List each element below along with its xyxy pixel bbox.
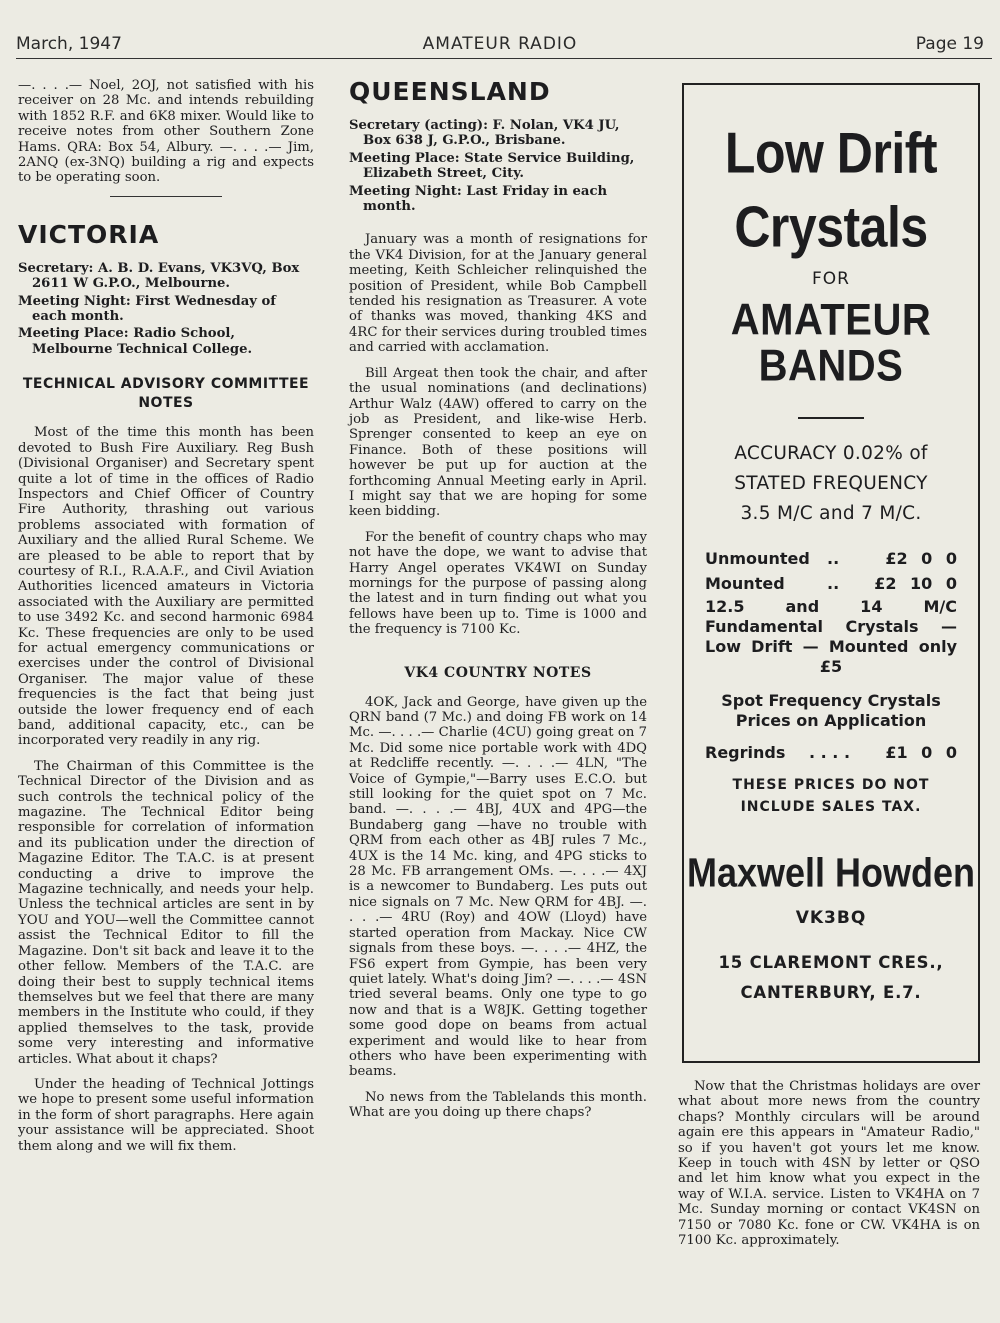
column-left — [18, 78, 314, 1164]
issue-date: March, 1947 — [16, 34, 122, 54]
section-divider — [110, 196, 222, 197]
christmas-holidays-paragraph: Now that the Christmas holidays are over what about more news from the country chaps? Monthly circulars will be around again ere this appears in "Amateur Radio," so if you haven't got yours let me know. Keep in touch with 4SN by letter or QSO and let him know what you expect in the way of W.I.A. service. Listen to VK4HA on 7 Mc. Sunday morning or contact VK4SN on 7150 or 7080 Kc. fone or CW. VK4HA is on 7100 Kc. approximately. — [678, 1079, 980, 1249]
southern-zone-notes: —. . . .— Noel, 2OJ, not satisfied with his receiver on 28 Mc. and intends rebuilding with 1852 R.F. and 6K8 mixer. Would like to receive notes from other Southern Zone Hams. QRA: Box 54, Albury. —. . . .— Jim, 2ANQ (ex-3NQ) building a rig and expects to be operating soon. — [18, 78, 314, 186]
tac-heading: TECHNICAL ADVISORY COMMITTEE NOTES — [22, 376, 310, 412]
ad-headline-crystals: Crystals — [734, 194, 928, 260]
magazine-title: AMATEUR RADIO — [422, 34, 578, 54]
queensland-meeting-place: Meeting Place: State Service Building, Elizabeth Street, City. — [349, 150, 635, 182]
column-middle — [349, 78, 647, 1131]
ad-headline-low-drift: Low Drift — [724, 120, 938, 186]
queensland-info — [349, 118, 647, 214]
ad-fundamental-crystals: 12.5 and 14 M/C Fundamental Crystals — Low Drift — Mounted only £5 — [705, 597, 957, 676]
tac-paragraph-3: Under the heading of Technical Jottings we hope to present some useful information in the form of short paragraphs. Here again your assistance will be appreciated. Shoot them along and we will fix them. — [18, 1076, 314, 1154]
ad-spot-frequency: Spot Frequency Crystals — [721, 691, 941, 710]
ad-prices-on-application: Prices on Application — [735, 711, 927, 730]
price-row-regrinds: Regrinds . . . . £1 0 0 — [705, 743, 957, 762]
queensland-paragraph-3: For the benefit of country chaps who may not have the dope, we want to advise that Harry Angel operates VK4WI on Sunday mornings for the purpose of passing along the latest and in turn finding out what you fellows have been up to. Time is 1000 and the frequency is 7100 Kc. — [349, 529, 647, 638]
tac-paragraph-1: Most of the time this month has been devoted to Bush Fire Auxiliary. Reg Bush (Divisional Organiser) and Secretary spent quite a lot of time in the offices of Radio Inspectors and Chief Officer of Country Fire Authority, thrashing out various problems associated with formation of Auxiliary and the allied Rural Scheme. We are pleased to be able to report that by courtesy of R.I., R.A.A.F., and Civil Aviation Authorities licenced amateurs in Victoria associated with the Auxiliary are permitted to use 3492 Kc. and second harmonic 6984 Kc. These frequencies are only to be used for actual emergency communications or exercises under the control of Divisional Organiser. The major value of these frequencies is the fact that being just outside the lower frequency end of each band, additional capacity, etc., can be incorporated very readily in any rig. — [18, 425, 314, 749]
ad-stated-frequency: STATED FREQUENCY — [734, 473, 928, 494]
price-table — [705, 547, 957, 597]
price-row-mounted: Mounted .. £2 10 0 — [705, 574, 957, 593]
victoria-meeting-place: Meeting Place: Radio School, Melbourne Technical College. — [18, 326, 253, 357]
regrinds-table — [705, 741, 957, 766]
tac-paragraph-2: The Chairman of this Committee is the Technical Director of the Division and as such controls the technical policy of the magazine. The Technical Editor being responsible for correlation of information and its publication under the direction of Magazine Editor. The T.A.C. is at present conducting a drive to improve the Magazine technically, and needs your help. Unless the technical articles are sent in by YOU and YOU—well the Committee cannot assist the Technical Editor to fill the Magazine. Don't sit back and leave it to the other fellow. Members of the T.A.C. are doing their best to supply technical items themselves but we feel that there are many members in the Institute who could, if they applied themselves to the task, provide some very interesting and informative articles. What about it chaps? — [18, 758, 314, 1067]
victoria-info — [18, 261, 314, 357]
ad-address-street: 15 CLAREMONT CRES., — [718, 953, 944, 972]
queensland-meeting-night: Meeting Night: Last Friday in each month. — [349, 183, 608, 215]
header-rule — [16, 58, 992, 59]
queensland-paragraph-1: January was a month of resignations for the VK4 Division, for at the January general meeting, Keith Schleicher relinquished the position of President, while Bob Campbell tended his resignation as Treasurer. A vote of thanks was moved, thanking 4KS and 4RC for their services during troubled times and carried with acclamation. — [349, 232, 647, 356]
victoria-heading: VICTORIA — [18, 219, 160, 249]
country-notes-paragraph: 4OK, Jack and George, have given up the QRN band (7 Mc.) and doing FB work on 14 Mc. —. . . .— Charlie (4CU) going great on 7 Mc. Did some nice portable work with 4DQ at Redcliffe recently. —. . . .— 4LN, "The Voice of Gympie,"—Barry uses E.C.O. but still looking for the quiet spot on 7 Mc. band. —. . . .— 4BJ, 4UX and 4PG—the Bundaberg gang —have no trouble with QRM from each other as 4BJ rules 7 Mc., 4UX is the 14 Mc. king, and 4PG sticks to 28 Mc. FB arrangement OMs. —. . . .— 4XJ is a newcomer to Bundaberg. Les puts out nice signals on 7 Mc. New QRM for 4BJ. —. . . .— 4RU (Roy) and 4OW (Lloyd) have started operation from Mackay. Nice CW signals from these boys. —. . . .— 4HZ, the FS6 expert from Gympie, has been very quiet lately. What's doing Jim? —. . . .— 4SN tried several beams. Only one type to go now and that is a W8JK. Getting together some good dope on beams from actual experiment and would like to hear from others who have been experimenting with beams. — [349, 694, 647, 1080]
ad-callsign: VK3BQ — [795, 908, 867, 928]
vk4-country-notes-heading: VK4 COUNTRY NOTES — [404, 664, 592, 681]
price-row-unmounted: Unmounted .. £2 0 0 — [705, 549, 957, 568]
page-number: Page 19 — [915, 34, 984, 54]
ad-bands: BANDS — [758, 341, 904, 391]
ad-accuracy: ACCURACY 0.02% of — [734, 443, 928, 464]
page-header — [16, 30, 984, 58]
ad-tax-note-1: THESE PRICES DO NOT — [732, 777, 930, 793]
queensland-secretary: Secretary (acting): F. Nolan, VK4 JU, Box 638 J, G.P.O., Brisbane. — [349, 118, 620, 149]
ad-address-suburb: CANTERBURY, E.7. — [740, 983, 922, 1002]
ad-amateur: AMATEUR — [730, 295, 932, 345]
victoria-secretary: Secretary: A. B. D. Evans, VK3VQ, Box 2611 W G.P.O., Melbourne. — [18, 260, 300, 292]
queensland-heading: QUEENSLAND — [349, 77, 551, 106]
victoria-meeting-night: Meeting Night: First Wednesday of each month. — [18, 293, 276, 325]
queensland-paragraph-2: Bill Argeat then took the chair, and after the usual nominations (and declinations) Arthur Walz (4AW) offered to carry on the job as President, and like-wise Herb. Sprenger consented to keep an eye on Finance. Both of these positions will however be put up for auction at the forthcoming Annual Meeting early in April. I might say that we are hoping for some keen bidding. — [349, 365, 647, 520]
tablelands-paragraph: No news from the Tablelands this month. What are you doing up there chaps? — [349, 1089, 647, 1121]
ad-advertiser-name: Maxwell Howden — [686, 849, 976, 896]
ad-bands-list: 3.5 M/C and 7 M/C. — [740, 503, 922, 524]
column-right-text — [678, 1079, 980, 1248]
ad-tax-note-2: INCLUDE SALES TAX. — [740, 799, 922, 815]
ad-for: FOR — [812, 269, 850, 289]
ad-divider — [798, 417, 864, 419]
crystals-advertisement — [682, 83, 980, 1063]
